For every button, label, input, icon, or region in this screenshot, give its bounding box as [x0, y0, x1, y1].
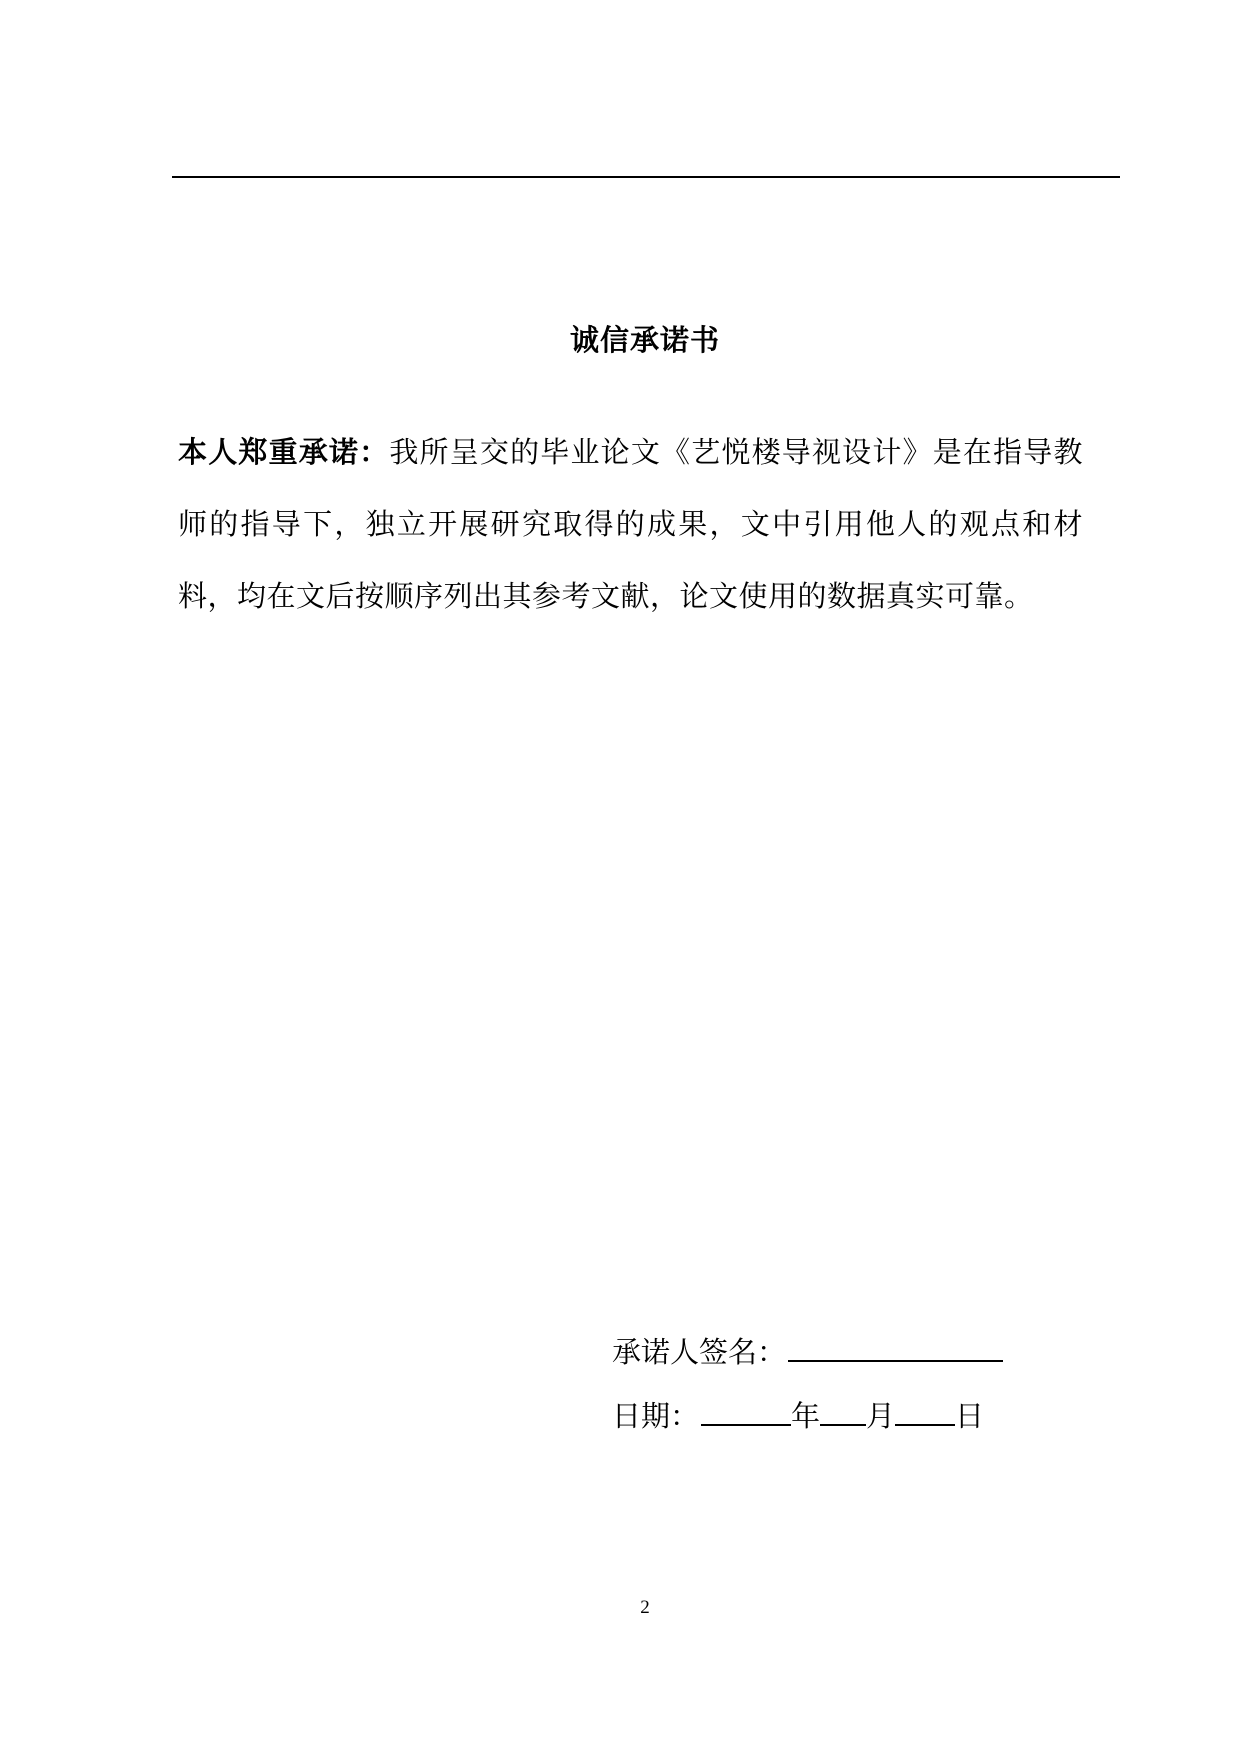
header-rule [172, 176, 1120, 178]
date-label: 日期： [612, 1399, 700, 1433]
pledge-lead: 本人郑重承诺： [178, 435, 390, 469]
day-blank [895, 1394, 955, 1426]
document-title: 诚信承诺书 [569, 323, 720, 357]
signature-row [612, 1330, 1132, 1370]
page-number: 2 [640, 1597, 650, 1618]
date-row [612, 1394, 1132, 1434]
month-label: 月 [866, 1399, 896, 1433]
signature-block [612, 1330, 1132, 1458]
signer-label: 承诺人签名： [612, 1335, 787, 1369]
pledge-statement [178, 416, 1083, 632]
signature-blank [788, 1330, 1003, 1362]
month-blank [820, 1394, 866, 1426]
year-label: 年 [791, 1399, 821, 1433]
year-blank [701, 1394, 791, 1426]
pledge-text: 我所呈交的毕业论文《艺悦楼导视设计》是在指导教师的指导下，独立开展研究取得的成果，文中引用他人的观点和材料，均在文后按顺序列出其参考文献，论文使用的数据真实可靠。 [178, 435, 1083, 613]
day-label: 日 [955, 1399, 985, 1433]
